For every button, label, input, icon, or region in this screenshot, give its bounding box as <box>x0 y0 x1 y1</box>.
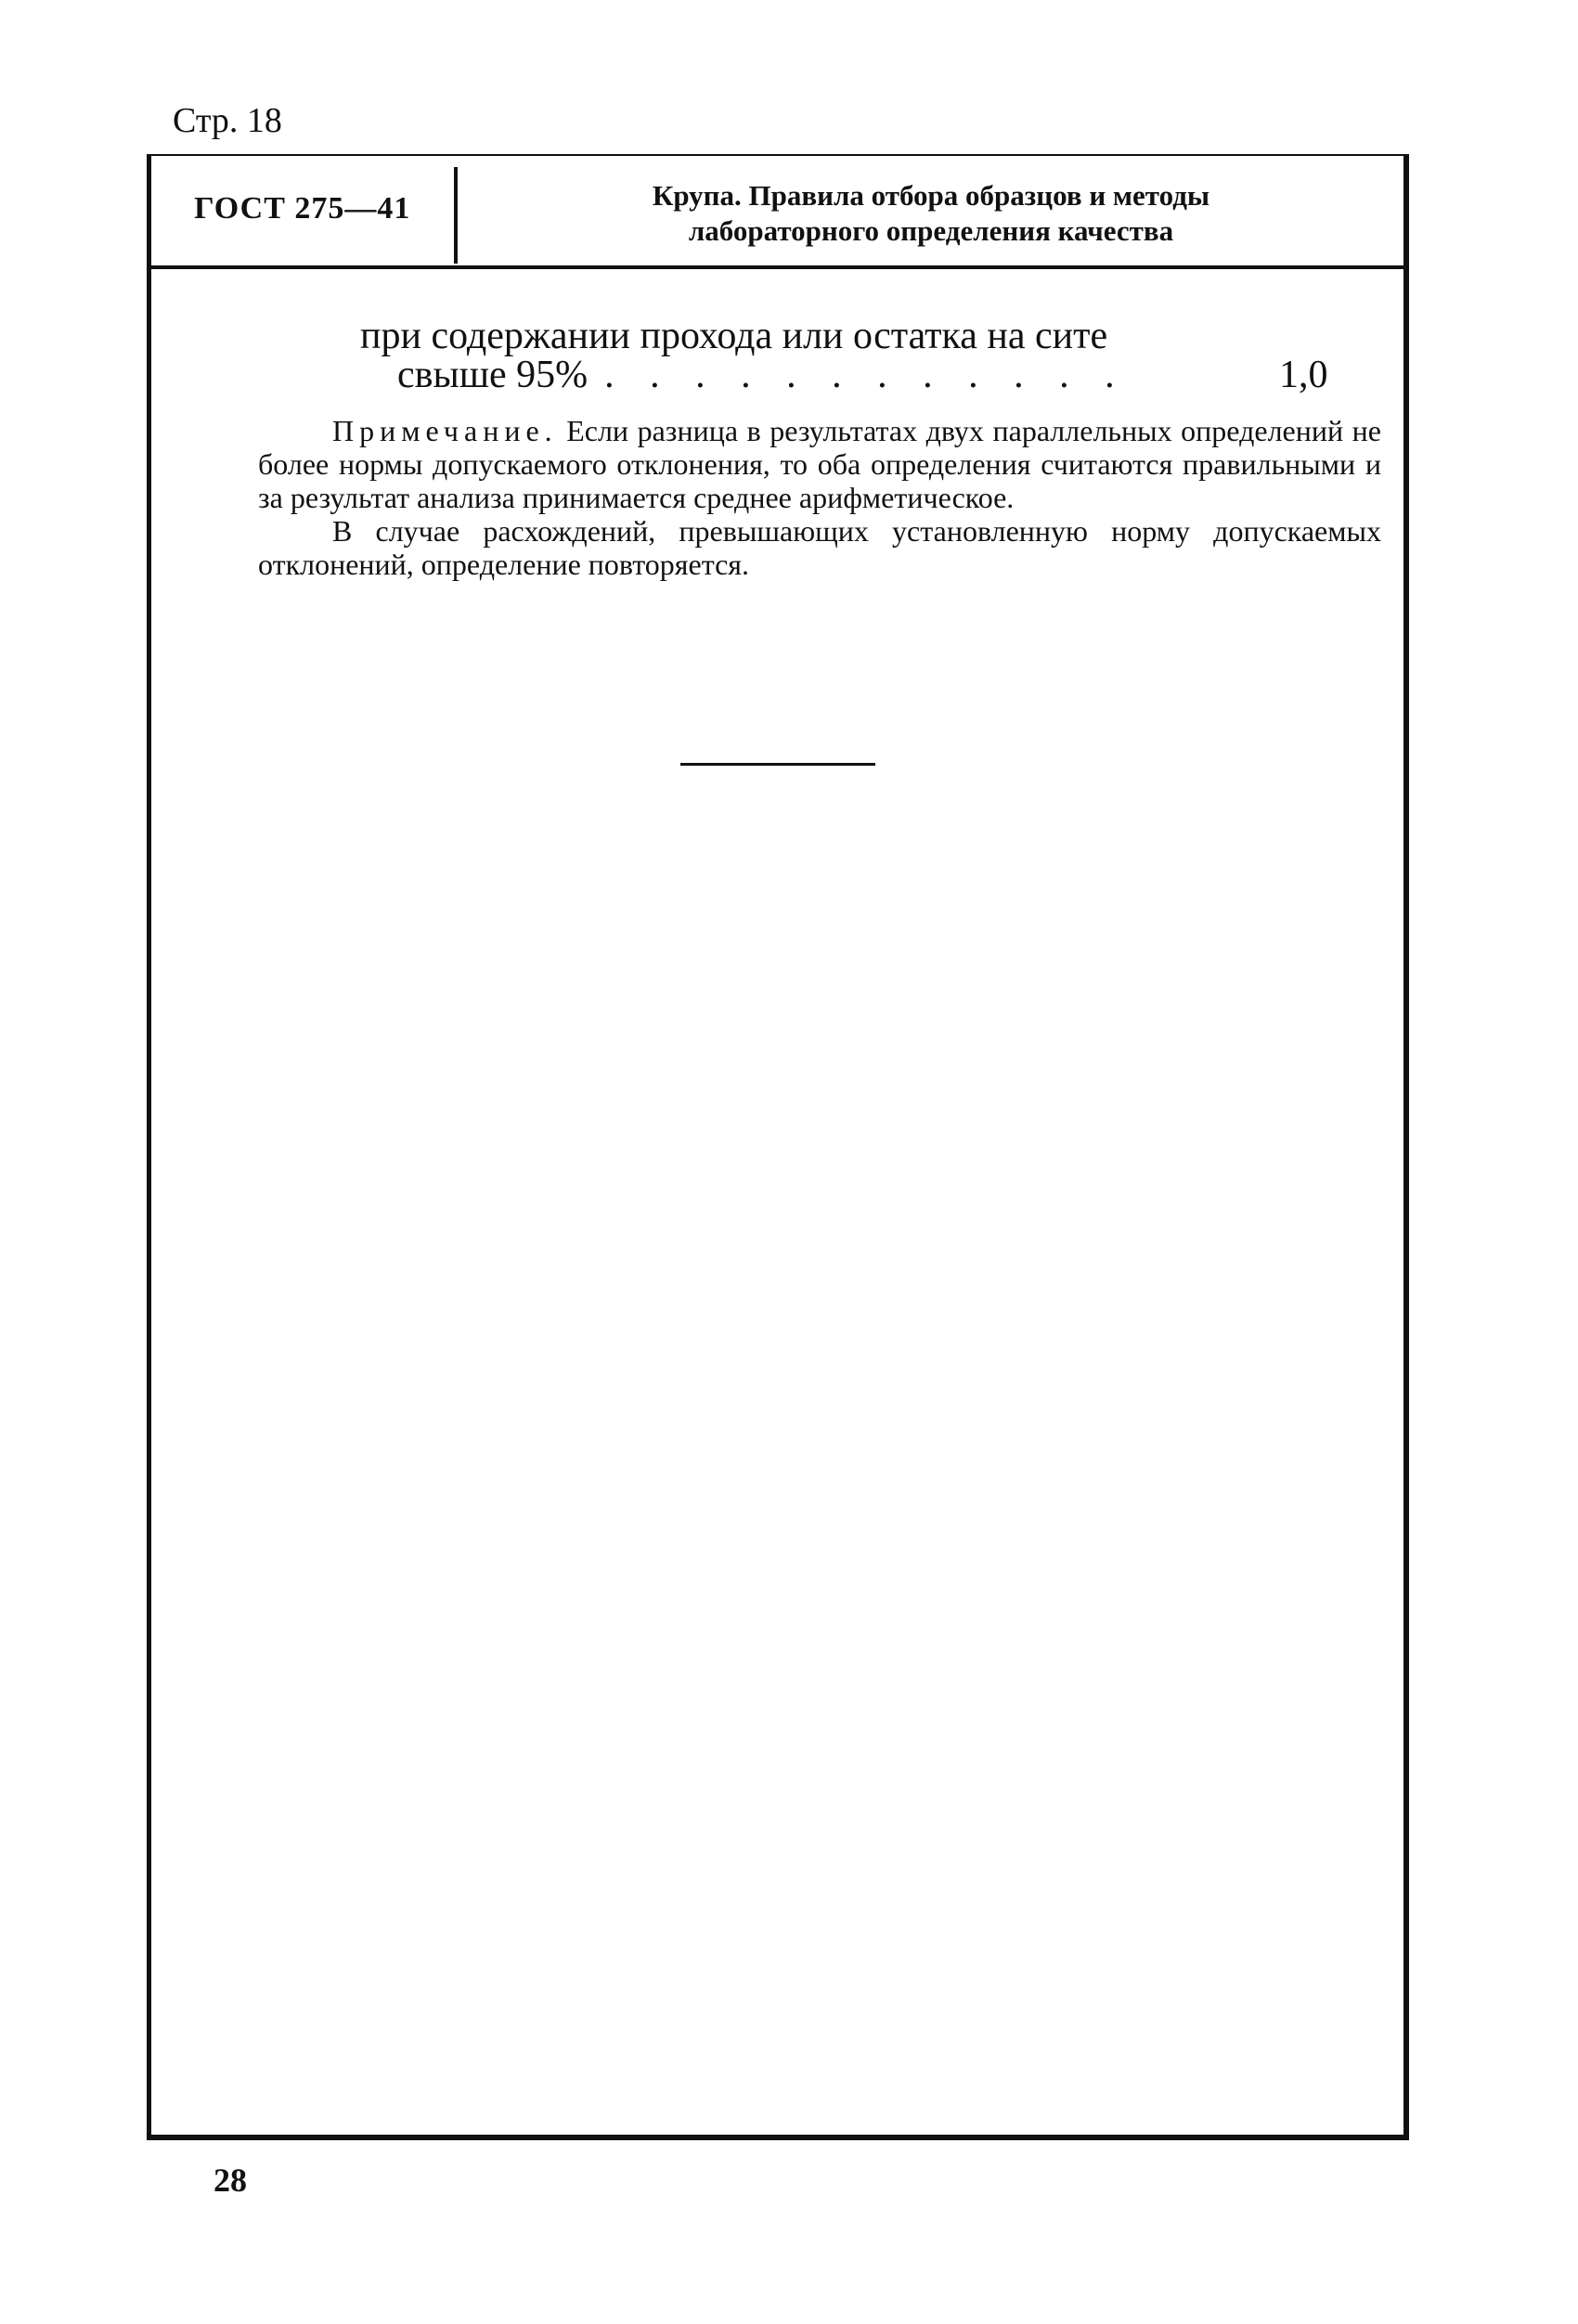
content-line2-dots: . . . . . . . . . . . . <box>604 354 1128 396</box>
note-block <box>258 414 1381 581</box>
document-title-line1: Крупа. Правила отбора образцов и методы <box>652 179 1210 212</box>
note-text: Если разница в результатах двух параллельных определений не более нормы допускаемого отклонения, то оба определения считаются правильными и за результат анализа принимается среднее арифметическое. <box>258 414 1382 514</box>
document-title <box>467 178 1395 249</box>
document-title-line2: лабораторного определения качества <box>688 214 1174 247</box>
page-frame <box>147 154 1409 2140</box>
content-line2-value: 1,0 <box>1279 354 1328 396</box>
gost-code: ГОСТ 275—41 <box>194 191 411 226</box>
note-paragraph <box>258 414 1381 514</box>
content-line2-label: свыше 95% <box>397 354 589 396</box>
section-divider-rule <box>680 763 875 766</box>
document-header <box>151 156 1403 269</box>
note-label: Примечание. <box>332 414 558 447</box>
content-line1: при содержании прохода или остатка на сите <box>360 315 1108 357</box>
page-number: 28 <box>213 2162 247 2199</box>
page-label: Стр. 18 <box>173 101 282 140</box>
note-paragraph-2: В случае расхождений, превышающих установленную норму допускаемых отклонений, определение повторяется. <box>258 514 1381 581</box>
content-line2 <box>397 351 1326 399</box>
header-divider <box>454 167 458 264</box>
